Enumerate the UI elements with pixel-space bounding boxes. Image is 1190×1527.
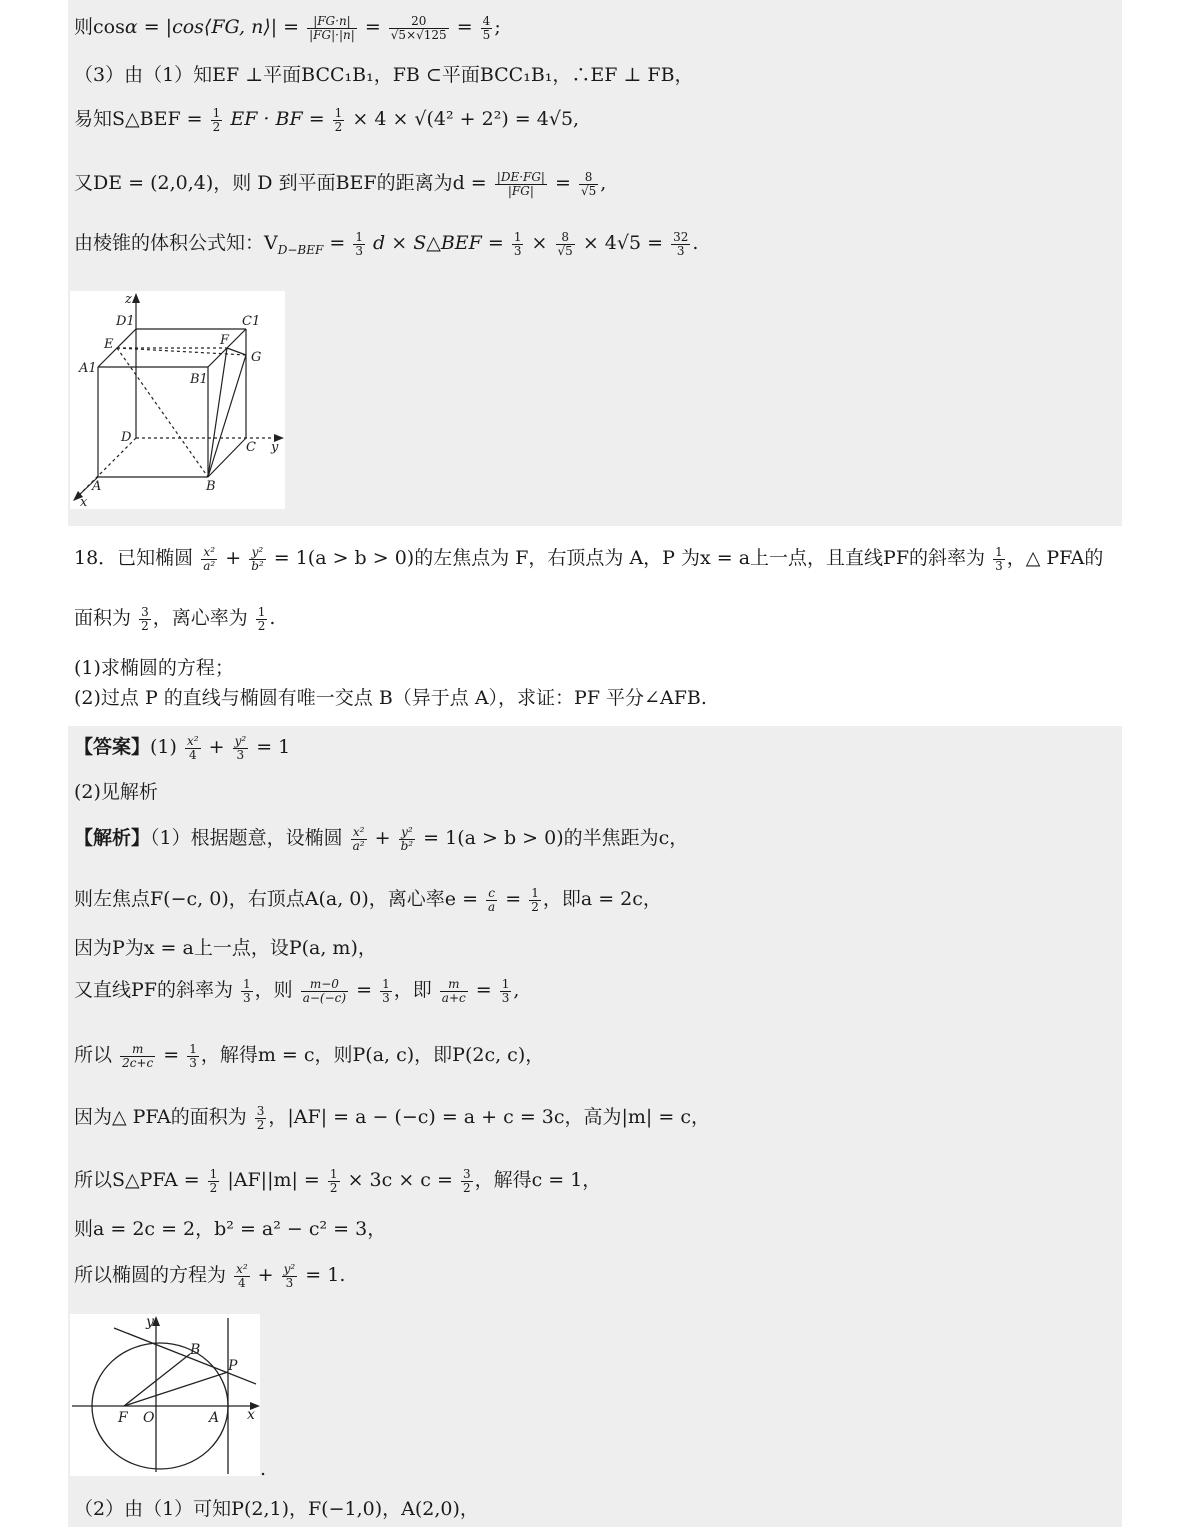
label-d: D xyxy=(121,430,132,445)
fraction: $\frac{m-0}{a-(-c)}$ xyxy=(302,976,347,1005)
label-d1: D1 xyxy=(116,314,135,329)
fraction: $\frac{1}{2}$ xyxy=(531,885,539,914)
fraction: $\frac{1}{3}$ xyxy=(355,229,363,258)
fraction: $\frac{32}{3}$ xyxy=(673,229,689,258)
fraction: $\frac{1}{2}$ xyxy=(209,1166,218,1195)
cube-diagram xyxy=(70,291,285,509)
fraction: $\frac{3}{2}$ xyxy=(256,1103,265,1132)
fraction: $\frac{1}{2}$ xyxy=(212,105,221,134)
analysis-line-4: 又直线PF的斜率为 $\frac{1}{3}$ ，则 $\frac{m-0}{a-(-c)}$ = $\frac{1}{3}$ ，即 $\frac{m}{a+c}$ = $\frac{1}{3}$ , xyxy=(74,976,520,1005)
analysis-line-5: 所以 $\frac{m}{2c+c}$ = $\frac{1}{3}$ ，解得m = c，则P(a, c)，即P(2c, c)， xyxy=(74,1041,545,1070)
solution-line-perpendicular: （3）由（1）知EF ⊥平面BCC₁B₁，FB ⊂平面BCC₁B₁，∴EF ⊥ FB， xyxy=(74,64,694,86)
solution-line-cos: 则cosα = |cos⟨FG, n⟩| = $\frac{|FG\cdot n|}{|FG|\cdot|n|}$ = $\frac{20}{√5\times√125}$ = $\frac{4}{5}$ ; xyxy=(74,13,501,42)
segment-fp xyxy=(124,1372,228,1406)
analysis-line-10: （2）由（1）可知P(2,1)，F(−1,0)，A(2,0)， xyxy=(74,1498,479,1520)
label-p: P xyxy=(228,1358,238,1374)
fraction: $\frac{|DE\cdot FG|}{|FG|}$ xyxy=(496,169,545,198)
fraction: $\frac{1}{3}$ xyxy=(243,976,251,1005)
fraction: $\frac{3}{2}$ xyxy=(141,604,149,633)
label-e: E xyxy=(104,337,114,352)
label-a1: A1 xyxy=(79,361,97,376)
answer-line-1: 【答案】(1) $\frac{\text{x²}}{4}$ + $\frac{\text{y²}}{3}$ = 1 xyxy=(74,733,291,762)
fraction: $\frac{\text{x²}}{\text{a²}}$ xyxy=(203,544,216,573)
analysis-line-7: 所以S△PFA = $\frac{1}{2}$ |AF||m| = $\frac{1}{2}$ × 3c × c = $\frac{3}{2}$ ，解得c = 1， xyxy=(74,1166,602,1195)
label-x: x xyxy=(80,495,88,509)
fraction: $\frac{\text{y²}}{3}$ xyxy=(234,733,247,762)
analysis-line-1: 【解析】（1）根据题意，设椭圆 $\frac{\text{x²}}{\text{a²}}$ + $\frac{\text{y²}}{\text{b²}}$ = 1(a > b > 0)的半焦距为c， xyxy=(74,824,689,853)
fraction: $\frac{1}{3}$ xyxy=(995,544,1003,573)
fraction: $\frac{1}{3}$ xyxy=(382,976,390,1005)
label-c1: C1 xyxy=(242,314,261,329)
fraction: $\frac{c}{a}$ xyxy=(488,885,496,914)
figure-trailing-period: . xyxy=(260,1458,267,1480)
solution-line-volume: 由棱锥的体积公式知：$V_{D-BEF}$ = $\frac{1}{3}$ d × S△BEF = $\frac{1}{3}$ × $\frac{8}{√5}$ × 4√5 = $\frac{32}{3}$ . xyxy=(74,229,699,258)
analysis-line-2: 则左焦点F(−c, 0)，右顶点A(a, 0)，离心率e = $\frac{c}{a}$ = $\frac{1}{2}$ ，即a = 2c， xyxy=(74,885,662,914)
fraction: $\frac{1}{2}$ xyxy=(329,1166,338,1195)
problem-18-line-2: 面积为 $\frac{3}{2}$ ，离心率为 $\frac{1}{2}$ . xyxy=(74,604,276,633)
solution-line-distance: 又DE = (2,0,4)，则 D 到平面BEF的距离为d = $\frac{|DE\cdot FG|}{|FG|}$ = $\frac{8}{√5}$ , xyxy=(74,169,607,198)
fraction: $\frac{\text{y²}}{\text{b²}}$ xyxy=(400,824,414,853)
fraction: $\frac{\text{y²}}{\text{b²}}$ xyxy=(251,544,264,573)
analysis-line-8: 则a = 2c = 2，b² = a² − c² = 3， xyxy=(74,1218,387,1240)
fraction: $\frac{1}{3}$ xyxy=(189,1041,197,1070)
cube-figure xyxy=(70,291,285,509)
label-x: x xyxy=(247,1407,255,1423)
label-f: F xyxy=(118,1410,128,1426)
fraction: $\frac{\text{y²}}{3}$ xyxy=(283,1261,296,1290)
label-f: F xyxy=(220,333,230,348)
fraction: $\frac{8}{√5}$ xyxy=(580,169,597,198)
label-g: G xyxy=(251,350,262,365)
fraction: $\frac{1}{2}$ xyxy=(334,105,343,134)
label-o: O xyxy=(143,1410,155,1426)
label-c: C xyxy=(246,440,256,455)
label-a: A xyxy=(209,1410,220,1426)
label-b: B xyxy=(206,479,216,494)
ellipse-figure xyxy=(70,1314,260,1476)
fraction: $\frac{\text{x²}}{\text{a²}}$ xyxy=(352,824,365,853)
problem-18-question-2: (2)过点 P 的直线与椭圆有唯一交点 B（异于点 A），求证：PF 平分∠AFB. xyxy=(74,687,707,709)
label-a: A xyxy=(92,479,102,494)
analysis-line-6: 因为△ PFA的面积为 $\frac{3}{2}$ ，|AF| = a − (−c) = a + c = 3c，高为|m| = c， xyxy=(74,1103,710,1132)
label-b1: B1 xyxy=(190,372,208,387)
fraction: $\frac{1}{2}$ xyxy=(257,604,266,633)
z-axis-arrow xyxy=(132,293,140,303)
fraction: $\frac{1}{3}$ xyxy=(513,229,522,258)
fraction: $\frac{m}{a+c}$ xyxy=(441,976,466,1005)
label-y: y xyxy=(271,440,279,455)
fraction: $\frac{1}{3}$ xyxy=(501,976,510,1005)
tangent-line xyxy=(114,1328,256,1384)
solution-line-area-bef: 易知S△BEF = $\frac{1}{2}$ EF · BF = $\frac{1}{2}$ × 4 × √(4² + 2²) = 4√5, xyxy=(74,105,580,134)
fraction: $\frac{8}{√5}$ xyxy=(557,229,573,258)
answer-line-2: (2)见解析 xyxy=(74,781,158,803)
fraction: $\frac{\text{x²}}{4}$ xyxy=(236,1261,248,1290)
label-y: y xyxy=(146,1314,154,1330)
problem-18-question-1: (1)求椭圆的方程； xyxy=(74,657,234,679)
fraction: $\frac{3}{2}$ xyxy=(462,1166,471,1195)
ellipse-diagram xyxy=(70,1314,260,1476)
analysis-line-3: 因为P为x = a上一点，设P(a, m)， xyxy=(74,937,377,959)
label-z: z xyxy=(125,292,132,307)
fraction: $\frac{|FG\cdot n|}{|FG|\cdot|n|}$ xyxy=(309,13,355,42)
segment-fb xyxy=(124,1354,190,1406)
fraction: $\frac{20}{√5\times√125}$ xyxy=(390,13,447,42)
analysis-line-9: 所以椭圆的方程为 $\frac{\text{x²}}{4}$ + $\frac{\text{y²}}{3}$ = 1. xyxy=(74,1261,346,1290)
label-b: B xyxy=(190,1342,201,1358)
fraction: $\frac{m}{2c+c}$ xyxy=(122,1041,154,1070)
fraction: $\frac{\text{x²}}{4}$ xyxy=(186,733,199,762)
fraction: $\frac{4}{5}$ xyxy=(482,13,491,42)
problem-18-line-1: 18．已知椭圆 $\frac{\text{x²}}{\text{a²}}$ + $\frac{\text{y²}}{\text{b²}}$ = 1(a > b > 0)的左焦点为 F，右顶点为 A，P 为x = a上一点，且直线PF的斜率为 $\frac{1}{3}$ ，△ PFA的 xyxy=(74,544,1104,573)
